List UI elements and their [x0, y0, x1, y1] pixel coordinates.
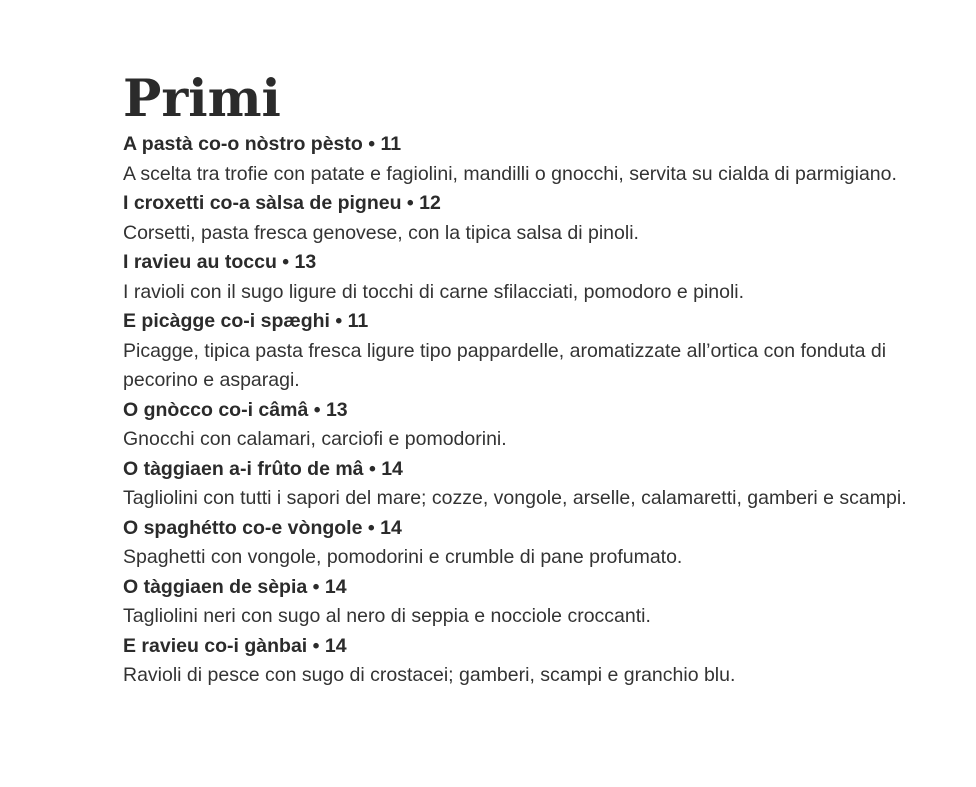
dish-description: Gnocchi con calamari, carciofi e pomodorini. — [123, 428, 507, 450]
dish-name: E ravieu co-i gànbai • 14 — [123, 634, 347, 657]
dish-description: I ravioli con il sugo ligure di tocchi di carne sfilacciati, pomodoro e pinoli. — [123, 280, 745, 303]
menu-section-primi — [123, 68, 933, 691]
dish-description: Tagliolini neri con sugo al nero di seppia e nocciole croccanti. — [123, 605, 651, 627]
dish-description: A scelta tra trofie con patate e fagiolini, mandilli o gnocchi, servita su cialda di parmigiano. — [123, 162, 897, 185]
dish-name: I ravieu au toccu • 13 — [123, 251, 317, 273]
dish-item — [123, 248, 933, 307]
dish-description: Tagliolini con tutti i sapori del mare; cozze, vongole, arselle, calamaretti, gamberi e scampi. — [123, 487, 907, 509]
dish-item — [123, 396, 933, 455]
dish-name: I croxetti co-a sàlsa de pigneu • 12 — [123, 192, 441, 214]
dish-item — [123, 514, 933, 573]
dish-name: O spaghétto co-e vòngole • 14 — [123, 516, 402, 539]
dish-name: E picàgge co-i spæghi • 11 — [123, 310, 369, 332]
dish-item — [123, 189, 933, 248]
dish-description: Picagge, tipica pasta fresca ligure tipo pappardelle, aromatizzate all’ortica con fonduta di pecorino e asparagi. — [123, 339, 887, 391]
dish-name: A pastà co-o nòstro pèsto • 11 — [123, 133, 402, 155]
section-title: Primi — [123, 69, 281, 129]
dish-description: Ravioli di pesce con sugo di crostacei; gamberi, scampi e granchio blu. — [123, 664, 736, 686]
dish-name: O gnòcco co-i câmâ • 13 — [123, 398, 348, 421]
dish-description: Corsetti, pasta fresca genovese, con la tipica salsa di pinoli. — [123, 221, 639, 244]
dish-item — [123, 307, 933, 396]
dish-item — [123, 455, 933, 514]
dish-description: Spaghetti con vongole, pomodorini e crumble di pane profumato. — [123, 546, 683, 568]
dish-item — [123, 632, 933, 691]
dish-item — [123, 130, 933, 189]
dish-item — [123, 573, 933, 632]
dish-name: O tàggiaen de sèpia • 14 — [123, 575, 347, 598]
dish-name: O tàggiaen a-i frûto de mâ • 14 — [123, 457, 403, 480]
